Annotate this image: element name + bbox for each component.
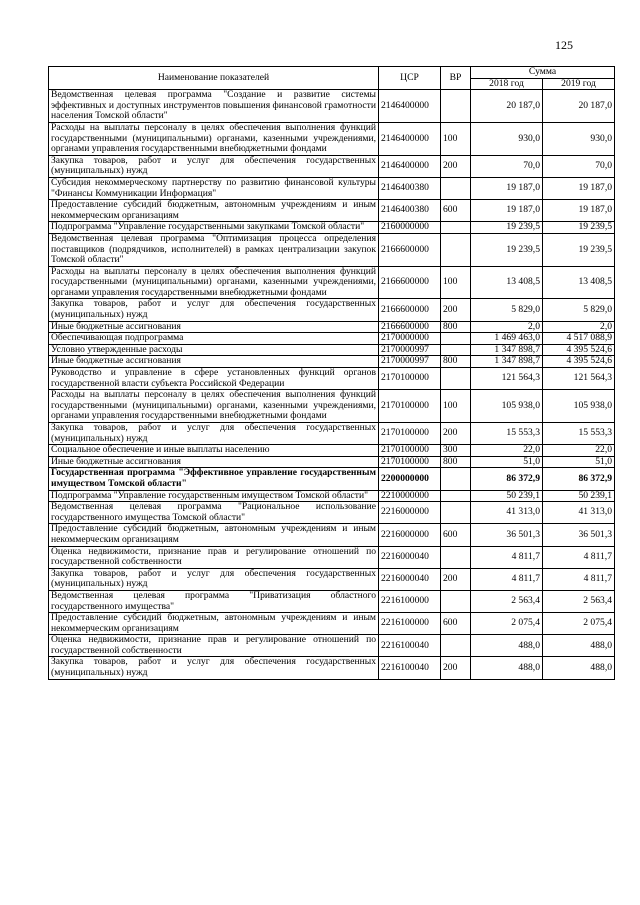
row-amount-2019: 50 239,1 — [543, 490, 615, 502]
row-vr — [441, 490, 471, 502]
table-row — [49, 502, 615, 524]
row-name: Ведомственная целевая программа "Оптимизация процесса определения поставщиков (подрядчиков, исполнителей) в рамках централизации закупок Томской области" — [49, 233, 379, 266]
row-amount-2019: 488,0 — [543, 657, 615, 679]
row-amount-2019: 2 563,4 — [543, 590, 615, 612]
row-vr — [441, 502, 471, 524]
row-amount-2018: 70,0 — [471, 155, 543, 177]
page-number: 125 — [555, 38, 573, 52]
row-amount-2019: 488,0 — [543, 635, 615, 657]
row-code: 2170100000 — [379, 456, 441, 468]
table-header — [49, 67, 615, 90]
row-amount-2018: 15 553,3 — [471, 423, 543, 445]
row-code: 2146400380 — [379, 177, 441, 199]
row-name: Подпрограмма "Управление государственными закупками Томской области" — [49, 222, 379, 234]
header-sum: Сумма — [471, 67, 615, 79]
row-amount-2019: 19 239,5 — [543, 233, 615, 266]
row-amount-2018: 105 938,0 — [471, 390, 543, 423]
row-vr: 300 — [441, 445, 471, 457]
row-name: Закупка товаров, работ и услуг для обеспечения государственных (муниципальных) нужд — [49, 299, 379, 321]
row-amount-2019: 121 564,3 — [543, 368, 615, 390]
table-row — [49, 177, 615, 199]
row-amount-2018: 19 187,0 — [471, 200, 543, 222]
row-code: 2170100000 — [379, 390, 441, 423]
row-code: 2216100040 — [379, 635, 441, 657]
row-amount-2018: 36 501,3 — [471, 524, 543, 546]
header-code: ЦСР — [379, 67, 441, 90]
row-amount-2018: 4 811,7 — [471, 546, 543, 568]
row-amount-2018: 121 564,3 — [471, 368, 543, 390]
row-vr: 800 — [441, 456, 471, 468]
row-code: 2170000997 — [379, 356, 441, 368]
row-vr: 200 — [441, 423, 471, 445]
table-row — [49, 635, 615, 657]
row-amount-2019: 22,0 — [543, 445, 615, 457]
row-code: 2146400000 — [379, 155, 441, 177]
row-vr — [441, 222, 471, 234]
row-vr: 200 — [441, 657, 471, 679]
row-name: Оценка недвижимости, признание прав и регулирование отношений по государственной собственности — [49, 635, 379, 657]
row-name: Ведомственная целевая программа "Приватизация областного государственного имущества" — [49, 590, 379, 612]
row-amount-2018: 2,0 — [471, 321, 543, 333]
row-amount-2019: 20 187,0 — [543, 90, 615, 123]
row-name: Предоставление субсидий бюджетным, автономным учреждениям и иным некоммерческим организациям — [49, 613, 379, 635]
row-amount-2018: 5 829,0 — [471, 299, 543, 321]
row-amount-2018: 2 075,4 — [471, 613, 543, 635]
row-amount-2018: 19 239,5 — [471, 233, 543, 266]
row-name: Государственная программа "Эффективное управление государственным имуществом Томской области" — [49, 468, 379, 490]
row-name: Предоставление субсидий бюджетным, автономным учреждениям и иным некоммерческим организациям — [49, 524, 379, 546]
row-name: Закупка товаров, работ и услуг для обеспечения государственных (муниципальных) нужд — [49, 568, 379, 590]
row-amount-2018: 1 347 898,7 — [471, 356, 543, 368]
table-row — [49, 299, 615, 321]
table-row — [49, 344, 615, 356]
row-code: 2200000000 — [379, 468, 441, 490]
row-vr: 600 — [441, 524, 471, 546]
row-vr: 600 — [441, 200, 471, 222]
row-amount-2019: 4 811,7 — [543, 546, 615, 568]
row-amount-2018: 1 469 463,0 — [471, 333, 543, 345]
row-name: Обеспечивающая подпрограмма — [49, 333, 379, 345]
table-row — [49, 568, 615, 590]
row-amount-2019: 105 938,0 — [543, 390, 615, 423]
row-code: 2146400000 — [379, 122, 441, 155]
table-row — [49, 200, 615, 222]
row-code: 2160000000 — [379, 222, 441, 234]
table-row — [49, 90, 615, 123]
row-vr: 200 — [441, 155, 471, 177]
row-code: 2216000000 — [379, 502, 441, 524]
row-vr: 100 — [441, 390, 471, 423]
row-code: 2170000000 — [379, 333, 441, 345]
table-row — [49, 333, 615, 345]
row-vr: 100 — [441, 122, 471, 155]
row-vr: 200 — [441, 299, 471, 321]
row-name: Социальное обеспечение и иные выплаты населению — [49, 445, 379, 457]
row-code: 2166600000 — [379, 299, 441, 321]
table-row — [49, 321, 615, 333]
budget-table — [48, 66, 615, 680]
header-name: Наименование показателей — [49, 67, 379, 90]
row-amount-2019: 930,0 — [543, 122, 615, 155]
row-name: Ведомственная целевая программа "Создание и развитие системы эффективных и доступных инструментов повышения финансовой грамотности населения Томской области" — [49, 90, 379, 123]
row-vr: 200 — [441, 568, 471, 590]
row-code: 2146400000 — [379, 90, 441, 123]
row-amount-2018: 50 239,1 — [471, 490, 543, 502]
row-code: 2216000040 — [379, 568, 441, 590]
row-amount-2018: 488,0 — [471, 657, 543, 679]
row-amount-2019: 86 372,9 — [543, 468, 615, 490]
row-code: 2216100000 — [379, 590, 441, 612]
row-code: 2170000997 — [379, 344, 441, 356]
table-row — [49, 613, 615, 635]
row-name: Иные бюджетные ассигнования — [49, 456, 379, 468]
row-amount-2019: 41 313,0 — [543, 502, 615, 524]
row-amount-2019: 15 553,3 — [543, 423, 615, 445]
row-amount-2018: 2 563,4 — [471, 590, 543, 612]
table-row — [49, 423, 615, 445]
row-vr — [441, 546, 471, 568]
table-row — [49, 390, 615, 423]
row-amount-2019: 4 811,7 — [543, 568, 615, 590]
row-amount-2019: 4 395 524,6 — [543, 344, 615, 356]
row-name: Закупка товаров, работ и услуг для обеспечения государственных (муниципальных) нужд — [49, 657, 379, 679]
row-amount-2018: 20 187,0 — [471, 90, 543, 123]
row-amount-2019: 2 075,4 — [543, 613, 615, 635]
row-code: 2166600000 — [379, 321, 441, 333]
row-code: 2166600000 — [379, 233, 441, 266]
row-name: Закупка товаров, работ и услуг для обеспечения государственных (муниципальных) нужд — [49, 155, 379, 177]
row-amount-2018: 930,0 — [471, 122, 543, 155]
table-row — [49, 155, 615, 177]
row-amount-2019: 51,0 — [543, 456, 615, 468]
row-name: Условно утвержденные расходы — [49, 344, 379, 356]
row-name: Ведомственная целевая программа "Рациональное использование государственного имущества Томской области" — [49, 502, 379, 524]
row-vr — [441, 590, 471, 612]
row-vr: 800 — [441, 321, 471, 333]
row-amount-2019: 13 408,5 — [543, 266, 615, 299]
row-code: 2170100000 — [379, 423, 441, 445]
row-name: Подпрограмма "Управление государственным имуществом Томской области" — [49, 490, 379, 502]
row-name: Закупка товаров, работ и услуг для обеспечения государственных (муниципальных) нужд — [49, 423, 379, 445]
row-code: 2216100040 — [379, 657, 441, 679]
row-vr — [441, 90, 471, 123]
row-amount-2019: 2,0 — [543, 321, 615, 333]
header-vr: ВР — [441, 67, 471, 90]
table-row — [49, 657, 615, 679]
row-vr — [441, 344, 471, 356]
row-amount-2019: 70,0 — [543, 155, 615, 177]
row-code: 2216000000 — [379, 524, 441, 546]
header-year-2018: 2018 год — [471, 78, 543, 90]
row-code: 2216100000 — [379, 613, 441, 635]
row-amount-2018: 4 811,7 — [471, 568, 543, 590]
row-code: 2210000000 — [379, 490, 441, 502]
row-code: 2216000040 — [379, 546, 441, 568]
row-name: Иные бюджетные ассигнования — [49, 321, 379, 333]
table-row — [49, 590, 615, 612]
row-name: Руководство и управление в сфере установленных функций органов государственной власти субъекта Российской Федерации — [49, 368, 379, 390]
row-amount-2019: 4 517 088,9 — [543, 333, 615, 345]
row-amount-2019: 19 239,5 — [543, 222, 615, 234]
row-name: Расходы на выплаты персоналу в целях обеспечения выполнения функций государственными (муниципальными) органами, казенными учреждениями, органами управления государственными внебюджетными фондами — [49, 122, 379, 155]
row-name: Субсидия некоммерческому партнерству по развитию финансовой культуры "Финансы Коммуникации Информация" — [49, 177, 379, 199]
row-code: 2170100000 — [379, 445, 441, 457]
row-amount-2018: 19 187,0 — [471, 177, 543, 199]
row-code: 2146400380 — [379, 200, 441, 222]
row-amount-2018: 51,0 — [471, 456, 543, 468]
table-row — [49, 122, 615, 155]
row-amount-2018: 1 347 898,7 — [471, 344, 543, 356]
row-vr: 600 — [441, 613, 471, 635]
table-row — [49, 445, 615, 457]
row-amount-2019: 4 395 524,6 — [543, 356, 615, 368]
row-vr — [441, 233, 471, 266]
row-code: 2170100000 — [379, 368, 441, 390]
table-row — [49, 546, 615, 568]
row-name: Предоставление субсидий бюджетным, автономным учреждениям и иным некоммерческим организациям — [49, 200, 379, 222]
row-vr — [441, 333, 471, 345]
row-vr — [441, 368, 471, 390]
row-amount-2018: 41 313,0 — [471, 502, 543, 524]
row-amount-2018: 22,0 — [471, 445, 543, 457]
table-row — [49, 368, 615, 390]
row-name: Расходы на выплаты персоналу в целях обеспечения выполнения функций государственными (муниципальными) органами, казенными учреждениями, органами управления государственными внебюджетными фондами — [49, 390, 379, 423]
row-vr — [441, 177, 471, 199]
row-name: Иные бюджетные ассигнования — [49, 356, 379, 368]
table-row — [49, 233, 615, 266]
row-code: 2166600000 — [379, 266, 441, 299]
row-amount-2018: 488,0 — [471, 635, 543, 657]
row-vr — [441, 468, 471, 490]
row-name: Оценка недвижимости, признание прав и регулирование отношений по государственной собственности — [49, 546, 379, 568]
table-row — [49, 468, 615, 490]
row-amount-2018: 19 239,5 — [471, 222, 543, 234]
table-body — [49, 90, 615, 679]
header-year-2019: 2019 год — [543, 78, 615, 90]
row-amount-2019: 36 501,3 — [543, 524, 615, 546]
table-row — [49, 222, 615, 234]
row-amount-2019: 19 187,0 — [543, 200, 615, 222]
row-amount-2019: 19 187,0 — [543, 177, 615, 199]
row-amount-2018: 86 372,9 — [471, 468, 543, 490]
table-row — [49, 266, 615, 299]
row-amount-2019: 5 829,0 — [543, 299, 615, 321]
table-row — [49, 456, 615, 468]
row-amount-2018: 13 408,5 — [471, 266, 543, 299]
row-vr: 800 — [441, 356, 471, 368]
row-name: Расходы на выплаты персоналу в целях обеспечения выполнения функций государственными (муниципальными) органами, казенными учреждениями, органами управления государственными внебюджетными фондами — [49, 266, 379, 299]
table-row — [49, 524, 615, 546]
row-vr — [441, 635, 471, 657]
table-row — [49, 490, 615, 502]
row-vr: 100 — [441, 266, 471, 299]
table-row — [49, 356, 615, 368]
